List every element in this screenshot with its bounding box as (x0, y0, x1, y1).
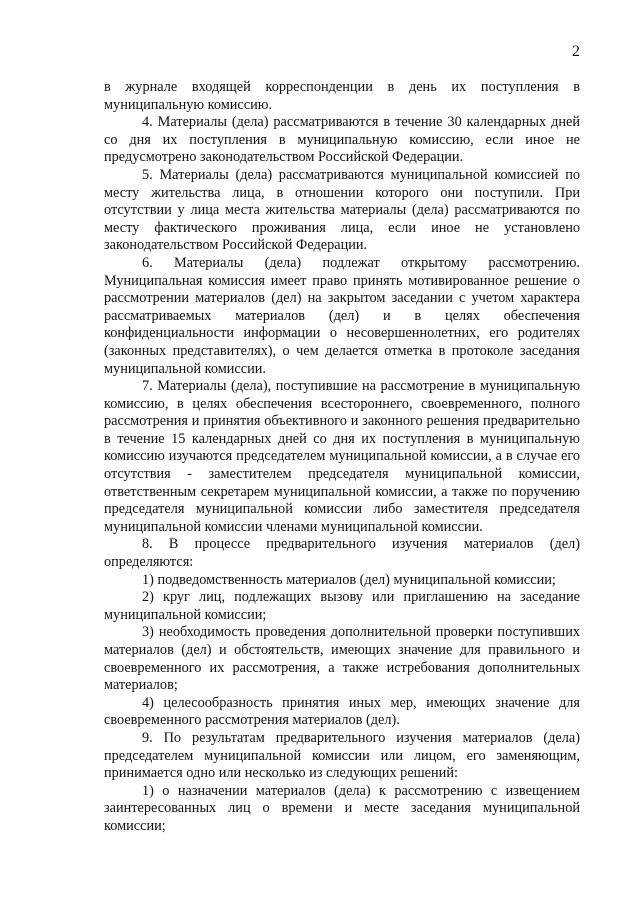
paragraph-item-8: 8. В процессе предварительного изучения материалов (дел) определяются: (104, 536, 580, 571)
paragraph-item-9: 9. По результатам предварительного изучения материалов (дела) председателем муниципальной комиссии или лицом, его заменяющим, принимается одно или несколько из следующих решений: (104, 729, 580, 782)
paragraph-item-5: 5. Материалы (дела) рассматриваются муниципальной комиссией по месту жительства лица, в отношении которого они поступили. При отсутствии у лица места жительства материалы (дела) рассматриваются по месту фактического проживания лица, если иное не установлено законодательством Российской Федерации. (104, 166, 580, 254)
paragraph-subitem-8-2: 2) круг лиц, подлежащих вызову или приглашению на заседание муниципальной комиссии; (104, 589, 580, 623)
paragraph-subitem-8-1: 1) подведомственность материалов (дел) муниципальной комиссии; (142, 571, 556, 588)
paragraph-item-4: 4. Материалы (дела) рассматриваются в течение 30 календарных дней со дня их поступления в муниципальную комиссию, если иное не предусмотрено законодательством Российской Федерации. (104, 114, 580, 166)
document-body (104, 79, 580, 836)
paragraph-subitem-8-4: 4) целесообразность принятия иных мер, имеющих значение для своевременного рассмотрения материалов (дел). (104, 694, 580, 729)
paragraph-subitem-8-3: 3) необходимость проведения дополнительной проверки поступивших материалов (дел) и обстоятельств, имеющих значение для правильного и своевременного их рассмотрения, а также истребования дополнительных материалов; (104, 624, 580, 694)
page-number: 2 (572, 43, 580, 60)
paragraph-continuation: в журнале входящей корреспонденции в день их поступления в муниципальную комиссию. (104, 79, 580, 113)
paragraph-subitem-9-1: 1) о назначении материалов (дела) к рассмотрению с извещением заинтересованных лиц о времени и месте заседания муниципальной комиссии; (104, 782, 580, 834)
paragraph-item-6: 6. Материалы (дела) подлежат открытому рассмотрению. Муниципальная комиссия имеет право принять мотивированное решение о рассмотрении материалов (дел) на закрытом заседании с учетом характера рассматриваемых материалов (дел) и в целях обеспечения конфиденциальности информации о несовершеннолетних, его родителях (законных представителях), о чем делается отметка в протоколе заседания муниципальной комиссии. (104, 254, 580, 377)
paragraph-item-7: 7. Материалы (дела), поступившие на рассмотрение в муниципальную комиссию, в целях обеспечения всестороннего, своевременного, полного рассмотрения и принятия объективного и законного решения предварительно в течение 15 календарных дней со дня их поступления в муниципальную комиссию изучаются председателем муниципальной комиссии, а в случае его отсутствия - заместителем председателя муниципальной комиссии, ответственным секретарем муниципальной комиссии, а также по поручению председателя муниципальной комиссии либо заместителя председателя муниципальной комиссии членами муниципальной комиссии. (104, 378, 580, 535)
